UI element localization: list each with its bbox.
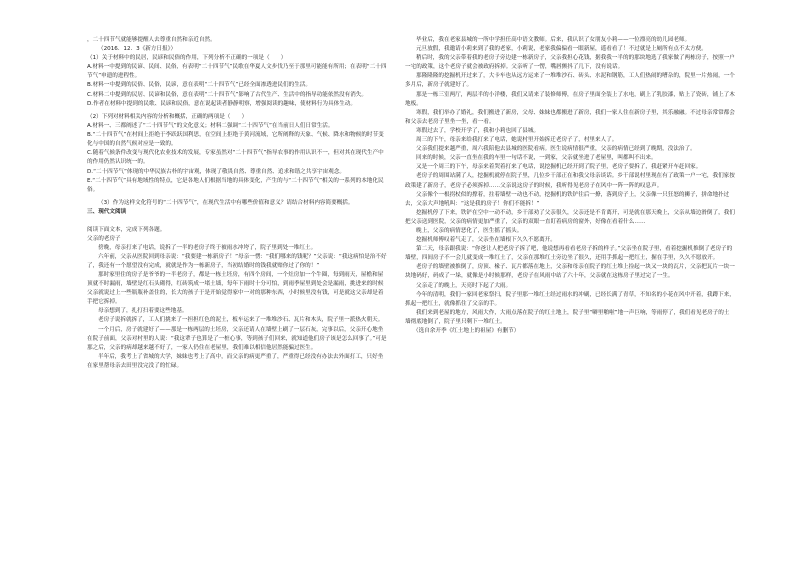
paragraph: 挖掘机停了下来，铁铲在空中一动不动，乡干部劝了父亲很久，父亲还是不肯离开，可是就在那天晚上，父亲从墙边滑倒了，我们把父亲送到医院，父亲的病情更加严重了，父亲的双眼一直盯着病房的窗外，好像在看着什么…… <box>405 209 735 225</box>
paragraph: 阅读下面文本，完成下列各题。 <box>87 226 166 233</box>
paragraph: 一个月后，房子就建好了——那是一栋两层的土坯房，父亲还请人在墙壁上刷了一层石灰，完事以后，父亲开心地坐在院子前面，父亲对村里的人说：“我这辈子也算是了一桩心事，等到孩子们回来，就知道他们房子该是怎么回事了。”可是那之后，父亲的病却越来越不好了，一家人仍住在老屋里，我们难以相信他居然能骗过医生。 <box>87 326 387 351</box>
paragraph: 挖掘机师傅叹着气走了，父亲坐在墙根下久久不愿离开。 <box>416 237 556 244</box>
paragraph: 我们来到老屋的地方，风雨大作，大雨点落在院子的红土地上，院子里“噼里啪啦”地一声巨响，等雨停了，我们看见老房子的土墙彻底地倒了，院子里只剩下一堆红土。 <box>405 309 730 325</box>
paragraph: B.材料一中提到的民俗、民俗，民谚，意在表明“二十四节气”已经全面渗透进民们的生活。 <box>87 82 311 89</box>
paragraph: 老房子的周围站满了人，挖掘机就停在院子里，几位乡干部正在和我父母亲谈话。乡干部说村里现在有了政策一户一宅，我们家按政策建了新房子，老房子必须拆掉……父亲说这房子的时候，我听得见老房子在风中一阵一阵的叹息声。 <box>405 173 735 189</box>
paragraph: （3）作为这样文化符号的“二十四节气”，在现代生活中有哪些价值和意义？请结合材料内容简要概括。 <box>98 199 354 206</box>
paragraph: D.作者在材料中提到的民歌、民谚和民俗，意在说起读者静静明察，增强阅读的趣味，使材料行为具体生动。 <box>87 100 356 107</box>
right-column <box>405 36 735 336</box>
paragraph: 那隆隆隆的挖掘机开过来了，大卡车也从远方运来了一堆堆沙石、砖头、水泥和钢筋，工人们热闹的嘈杂的，院里一片热闹，一个多月后，新房子就建好了。 <box>405 73 735 89</box>
paragraph: 老房子说拆就拆了，工人们挑来了一担担红色的泥土，板车运来了一堆堆沙石、瓦片和木头，院子里一派热火朝天。 <box>98 317 384 324</box>
paragraph: 六年前，父亲从医院回到母亲说：“我要建一栋新房子！”母亲一愣：“我们哪来的钱呢？”父亲说：“我这病怕是治不好了，我还有一个愿望没有完成，就就是作为一栋新房子，当初结婚时的钱我就赔你过了你的！” <box>87 253 387 269</box>
paragraph: 元旦放假，我邀请小莉来到了我的老家，小莉说，老家我偏偏看一眼新屋，遥看看了！不过就是上厕所有点不太方便。 <box>416 46 707 53</box>
paragraph: 今年的清明，我们一家回老家祭扫，院子里那一堆红土经过雨水的冲刷，已经长满了青草，不知名的小花在风中开着，我蹲下来，抓起一把红土，就像抓住了父亲的手。 <box>405 291 735 307</box>
paragraph: 老房子的墙壁被推倒了，房顶、椽子、瓦片都落在地上，父亲和母亲在院子的红土堆上捡起一块又一块的瓦片，父亲把瓦片一块一块地码好，码成了一垛，就像是小时候那样，老房子在风雨中站了六十年，父亲就在这栋房子里过完了一生。 <box>405 264 735 280</box>
paragraph: C.随着气候条件改变与现代化农业技术的发展，专家虽然对“二十四节气”指导农事的作用认识不一，但对其在现代生产中的作用仍然认识统一的。 <box>87 150 384 166</box>
paragraph: 周三的下午，母亲来给我打来了电话，她说村里开始拆迁老房子了，村里来人了。 <box>416 137 618 144</box>
paragraph: E.“二十四节气”具有地域性的特点，它是各地人们根据当地的具体变化，产生的与“二十四节气”相关的一系列的本地化民俗。 <box>87 177 384 193</box>
paragraph: 稍后时，我的父亲带着我的老房子旁边建一栋新房子，父亲我担心花钱，据我我一半的的那块地选了我家做了两栋房子，按照一户一宅的政策，这个老房子就会被政府拆掉。父亲听了一愣，嘴唇颤抖了几下，没有说话。 <box>405 55 735 71</box>
paragraph: B.“二十四节气”在村间上拒绝于李跃跃国利思，在空间上拒绝于黄河流域，它所阐释的天象、气候、降水和物候的时节变化与中国的自然气候对应是一致的。 <box>87 132 384 148</box>
paragraph: 毕业后，我在老家县城的一所中学担任高中语文教师。后来，我认识了女朋友小莉——一位漂亮的幼儿园老师。 <box>416 37 691 43</box>
paragraph: （1）关于材料中的民居，民谚和民俗的作用，下列分析不正确的一项是（ ） <box>87 55 287 62</box>
paragraph: A.材料一中提到的民谚、民间、民俗，有表明“二十四节气”民歌在华夏人文步伐乃至于那里可能能有所用；在表明“二十四节气”申遗的进程性。 <box>87 64 387 80</box>
paragraph: 父亲像个一根拐杖似的撑着，拄着墙壁一动也不动，挖掘机的铁铲往后一撩，落到房子上，父亲像一只狂怒的狮子，拼命地扑过去，父亲大声地吼叫：“这是我的房子！你们不能拆！” <box>405 191 730 207</box>
paragraph: 父亲我们提来越严重，周六我陪他去县城的医院看病。医生说病情很严重，父亲的病情已经到了晚期，没法治了。 <box>416 146 696 153</box>
paragraph: 那是一栋三室两厅，两层半的小洋楼，我们又请来了装修师傅，在房子里面全装上了水电，刷上了乳胶漆，贴上了瓷砖，铺上了木地板。 <box>405 91 735 107</box>
paragraph: 傍晚，母亲打来了电话，说拆了一半的老房子终于被雨水冲垮了，院子里到处一堆红土。 <box>98 244 317 251</box>
paragraph: 晚上，父亲的病情恶化了，医生摇了摇头。 <box>416 227 523 234</box>
paragraph: 半年后，我考上了省城的大学，妹妹也考上了高中，而父亲的病更严重了，严重得已经没有办法去外面打工，只好坐在家里帮母亲去田里没完没了的忙碌。 <box>87 353 384 369</box>
paragraph: 父亲走了的晚上，天亮时下起了大雨。 <box>416 282 512 289</box>
paragraph: （选自余开季《红土地上的祖屋》有删节） <box>413 328 520 334</box>
paragraph: （2016．12．3《新方日报》） <box>98 46 177 53</box>
paragraph: D.“二十四节气”体现的中华民族古朴的宇宙观，体现了敬畏自然、尊重自然、追求和谐之共享宇宙观念。 <box>87 168 346 175</box>
paragraph: ，二十四节气就能够提醒人去尊重自然和亲近自然。 <box>87 37 216 43</box>
paragraph: A.材料一、三都阐述了“二十四节气”的文化意义；材料二强调“二十四节气”在当前日人们日常生活。 <box>87 123 334 130</box>
paragraph: 第二天，母亲跟我说：“你爸让人把老房子拆了吧，他说想再看看老房子拆的样子。”父亲坐在院子里，看着挖掘机推倒了老房子的墙壁，四间房子不一会儿就变成一堆红土了，父亲在那堆红土旁边坐了很久，还用手抓起一把红土，握在手里，久久不愿放开。 <box>405 246 733 262</box>
paragraph: 三、现代文阅读 <box>87 209 127 216</box>
paragraph: 寒假过去了，学校开学了，我和小莉也回了县城。 <box>416 127 540 134</box>
paragraph: 回来的时候，父亲一直坐在我的车里一句话不说，一到家，父亲就坐进了老屋里，叫都叫不出来。 <box>416 155 657 162</box>
paragraph: 又是一个周三的下午，母亲来着哭着打来了电话，说挖掘机已经开到了院子里，老房子要拆了，我赶紧开车赶回家。 <box>416 164 702 171</box>
paragraph: 寒假，我们举办了婚礼，我们搬进了新房，父母、妹妹也都搬进了新房，我们一家人住在新房子里，其乐融融。不过母亲常常都会和父亲去老房子里坐一坐，看一看。 <box>405 109 735 125</box>
paragraph: 父亲的老房子 <box>87 235 121 242</box>
paragraph: （2）下列对材料相关内容的分析和概括，正确的两项是（ ） <box>87 113 248 120</box>
left-column <box>87 36 387 371</box>
paragraph: 那时家里住的房子是爷爷的一半老房子，都是一栋土坯房，有四个房间，一个灶房加一个牛圈，每到雨天，屋檐和屋顶就不时漏雨，墙壁是红石头砌得，红砖筑成一堵土墙，每年下雨时十分可怕，到雨季屋里到处会是漏雨，挑进来的时候父亲就说过上一些瓶瓶补盖住的，长大的孩子于是开始觉得家中一对的那种东西，小时候里没有钱，可是就这父亲却是着手把它拆掉。 <box>87 272 384 306</box>
paragraph: C.材料二中提到的民居、民谚和民俗，意在表明“二十四节气”影响了古代生产、生活中的指导功能依然没有消失。 <box>87 91 367 98</box>
paragraph: 母亲想到了，扎打扫着要这些地基。 <box>98 308 188 315</box>
